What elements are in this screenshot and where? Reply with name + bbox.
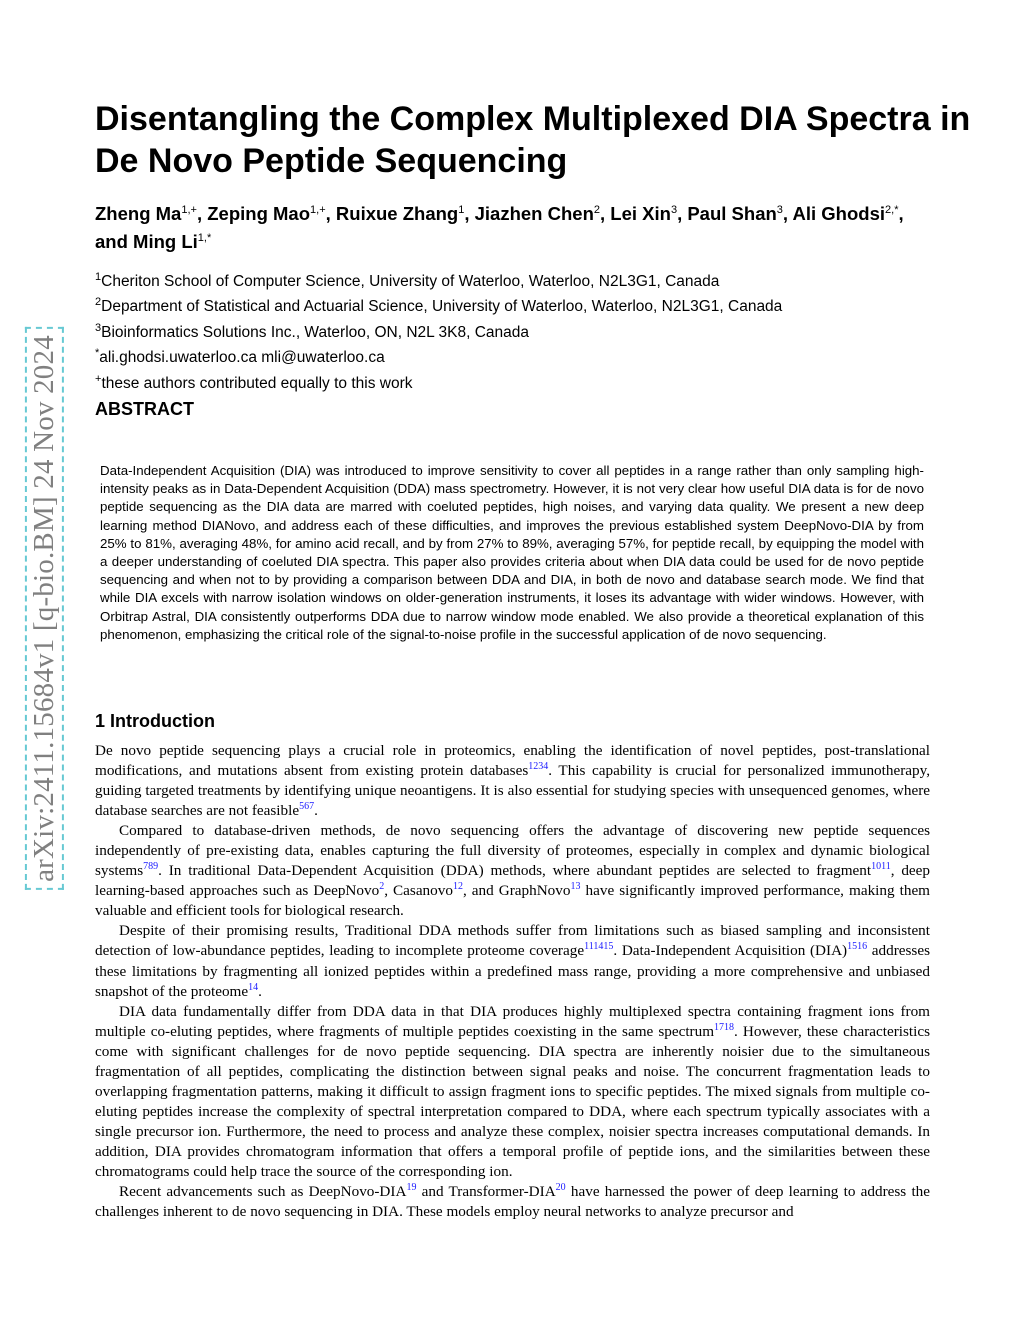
body-paragraph xyxy=(95,821,930,921)
author-separator: , xyxy=(464,203,475,225)
paper-title: Disentangling the Complex Multiplexed DIA Spectra in De Novo Peptide Sequencing xyxy=(95,100,971,180)
affiliation-line xyxy=(95,292,955,317)
body-text: . xyxy=(314,802,318,820)
body-text: Compared to database-driven methods, de novo sequencing offers the advantage of discovering new peptide sequences independently of pre-existing data, enables capturing the full diversity of proteomes, especially in complex and dynamic biological systems xyxy=(95,822,930,880)
citation-link[interactable]: 1234 xyxy=(528,760,549,772)
author-affiliation-mark: 1,* xyxy=(197,232,212,245)
body-text: Despite of their promising results, Traditional DDA methods suffer from limitations such as biased sampling and inconsistent detection of low-abundance peptides, leading to incomplete proteome coverage xyxy=(95,922,930,960)
author-affiliation-mark: 2 xyxy=(593,204,600,216)
author-affiliation-mark: 2,* xyxy=(885,204,899,216)
body-text: , and GraphNovo xyxy=(462,882,571,900)
affiliation-text: these authors contributed equally to this work xyxy=(101,374,413,392)
affiliation-text: Cheriton School of Computer Science, University of Waterloo, Waterloo, N2L3G1, Canada xyxy=(101,273,720,291)
body-text: and Transformer-DIA xyxy=(416,1183,556,1201)
citation-link[interactable]: 13 xyxy=(570,881,581,893)
author-name: Paul Shan xyxy=(687,203,777,225)
body-text: De novo peptide sequencing plays a crucial role in proteomics, enabling the identification of novel peptides, post-translational modifications, and mutations absent from existing protein databases xyxy=(95,742,930,780)
affiliation-mark: + xyxy=(95,372,102,385)
body-text: DIA data fundamentally differ from DDA data in that DIA produces highly multiplexed spectra containing fragment ions from multiple co-eluting peptides, where fragments of multiple peptides coexisting in the same spectrum xyxy=(95,1002,930,1040)
abstract-heading: ABSTRACT xyxy=(95,399,194,419)
body-text: , Casanovo xyxy=(384,882,453,900)
author-separator: , and xyxy=(95,203,904,253)
author-name: Ruixue Zhang xyxy=(335,203,459,225)
body-text: Recent advancements such as DeepNovo-DIA xyxy=(119,1183,407,1201)
body-text: . Data-Independent Acquisition (DIA) xyxy=(613,942,848,960)
author-separator: , xyxy=(600,203,611,225)
author-affiliation-mark: 1,+ xyxy=(181,204,197,216)
author-affiliation-mark: 3 xyxy=(776,204,783,216)
author-affiliation-mark: 1,+ xyxy=(310,204,326,216)
citation-link[interactable]: 20 xyxy=(555,1181,566,1193)
citation-link[interactable]: 789 xyxy=(143,861,159,873)
body-text: . However, these characteristics come with significant challenges for de novo peptide sequencing. DIA spectra are inherently noisier due to the simultaneous fragmentation of all peptides, complicating the distinction between signal peaks and noise. The concurrent fragmentation leads to overlapping fragmentation patterns, making it difficult to assign fragment ions to specific peptides. The mixed signals from multiple co-eluting peptides increase the complexity of spectral interpretation compared to DDA, where each spectrum typically associates with a single precursor ion. Furthermore, the need to process and analyze these complex, noisier spectra increases computational demands. In addition, DIA provides chromatogram information that offers a temporal profile of peptide ions, and the similarities between these chromatograms could help trace the source of the corresponding ion. xyxy=(95,1022,930,1180)
affiliations xyxy=(95,267,955,394)
author-separator: , xyxy=(325,203,336,225)
author-name: Ali Ghodsi xyxy=(792,203,886,225)
citation-link[interactable]: 12 xyxy=(452,881,463,893)
affiliation-line xyxy=(95,369,955,394)
author-affiliation-mark: 3 xyxy=(670,204,678,216)
citation-link[interactable]: 2 xyxy=(379,881,385,893)
affiliation-text: Bioinformatics Solutions Inc., Waterloo, ON, N2L 3K8, Canada xyxy=(101,324,530,342)
citation-link[interactable]: 567 xyxy=(299,801,315,813)
abstract-text: Data-Independent Acquisition (DIA) was introduced to improve sensitivity to cover all peptides in a range rather than only sampling high-intensity peaks as in Data-Dependent Acquisition (DDA) mass spectrometry. However, it is not very clear how useful DIA data is for de novo peptide sequencing as the DIA data are marred with coeluted peptides, high noises, and varying data quality. We present a new deep learning method DIANovo, and address each of these difficulties, and improves the previous established system DeepNovo-DIA by from 25% to 81%, averaging 48%, for amino acid recall, and by from 27% to 89%, averaging 57%, for peptide recall, by equipping the model with a deeper understanding of coeluted DIA spectra. This paper also provides criteria about when DIA data could be used for de novo peptide sequencing and when not to by providing a comparison between DDA and DIA, in both de novo and database search mode. We find that while DIA excels with narrow isolation windows on older-generation instruments, it loses its advantage with wider windows. However, with Orbitrap Astral, DIA consistently outperforms DDA due to narrow window mode enabled. We also provide a theoretical explanation of this phenomenon, emphasizing the critical role of the signal-to-noise profile in the successful application of de novo sequencing. xyxy=(100,463,924,642)
body-text: . In traditional Data-Dependent Acquisition (DDA) methods, where abundant peptides are selected to fragment xyxy=(158,862,872,880)
introduction-body xyxy=(95,741,930,1222)
affiliation-mark: 3 xyxy=(95,321,102,334)
citation-link[interactable]: 19 xyxy=(406,1181,417,1193)
affiliation-line xyxy=(95,343,955,368)
author-name: Zeping Mao xyxy=(207,203,311,225)
author-list xyxy=(95,198,935,254)
citation-link[interactable]: 111415 xyxy=(584,941,614,953)
author-name: Zheng Ma xyxy=(95,203,182,225)
body-text: . xyxy=(258,982,262,1000)
affiliation-line xyxy=(95,267,955,292)
body-text: , deep learning-based approaches such as DeepNovo xyxy=(95,862,930,900)
author-separator: , xyxy=(782,203,793,225)
affiliation-text: ali.ghodsi.uwaterloo.ca mli@uwaterloo.ca xyxy=(99,349,385,367)
body-text: have harnessed the power of deep learning to address the challenges inherent to de novo sequencing in DIA. These models employ neural networks to analyze precursor and xyxy=(95,1183,930,1221)
body-paragraph xyxy=(95,921,930,1001)
author-separator: , xyxy=(196,203,208,225)
author-name: Jiazhen Chen xyxy=(474,203,594,225)
author-name: Lei Xin xyxy=(610,203,671,225)
body-text: addresses these limitations by fragmenting all ionized peptides within a predefined mass range, providing a more comprehensive and unbiased snapshot of the proteome xyxy=(95,942,930,1000)
citation-link[interactable]: 14 xyxy=(248,981,259,993)
author-affiliation-mark: 1 xyxy=(458,204,465,216)
body-text: . This capability is crucial for personalized immunotherapy, guiding targeted treatments by identifying unique neoantigens. It is also essential for studying species with unsequenced genomes, where database searches are not feasible xyxy=(95,762,930,820)
arxiv-watermark xyxy=(22,278,66,938)
section-heading-introduction: 1 Introduction xyxy=(95,711,215,731)
affiliation-text: Department of Statistical and Actuarial Science, University of Waterloo, Waterloo, N2L3G1, Canada xyxy=(101,298,783,316)
body-paragraph xyxy=(95,741,930,821)
affiliation-mark: 2 xyxy=(95,296,102,309)
body-paragraph xyxy=(95,1182,930,1222)
arxiv-id: arXiv:2411.15684v1 [q-bio.BM] 24 Nov 2024 xyxy=(25,327,64,890)
citation-link[interactable]: 1011 xyxy=(871,861,891,873)
affiliation-mark: 1 xyxy=(95,271,102,283)
body-paragraph xyxy=(95,1002,930,1182)
affiliation-mark: * xyxy=(95,347,100,360)
author-separator: , xyxy=(677,203,688,225)
citation-link[interactable]: 1718 xyxy=(714,1021,735,1033)
body-text: have significantly improved performance, making them valuable and efficient tools for biological research. xyxy=(95,882,930,920)
affiliation-line xyxy=(95,318,955,343)
citation-link[interactable]: 1516 xyxy=(847,941,868,953)
author-name: Ming Li xyxy=(133,231,198,253)
